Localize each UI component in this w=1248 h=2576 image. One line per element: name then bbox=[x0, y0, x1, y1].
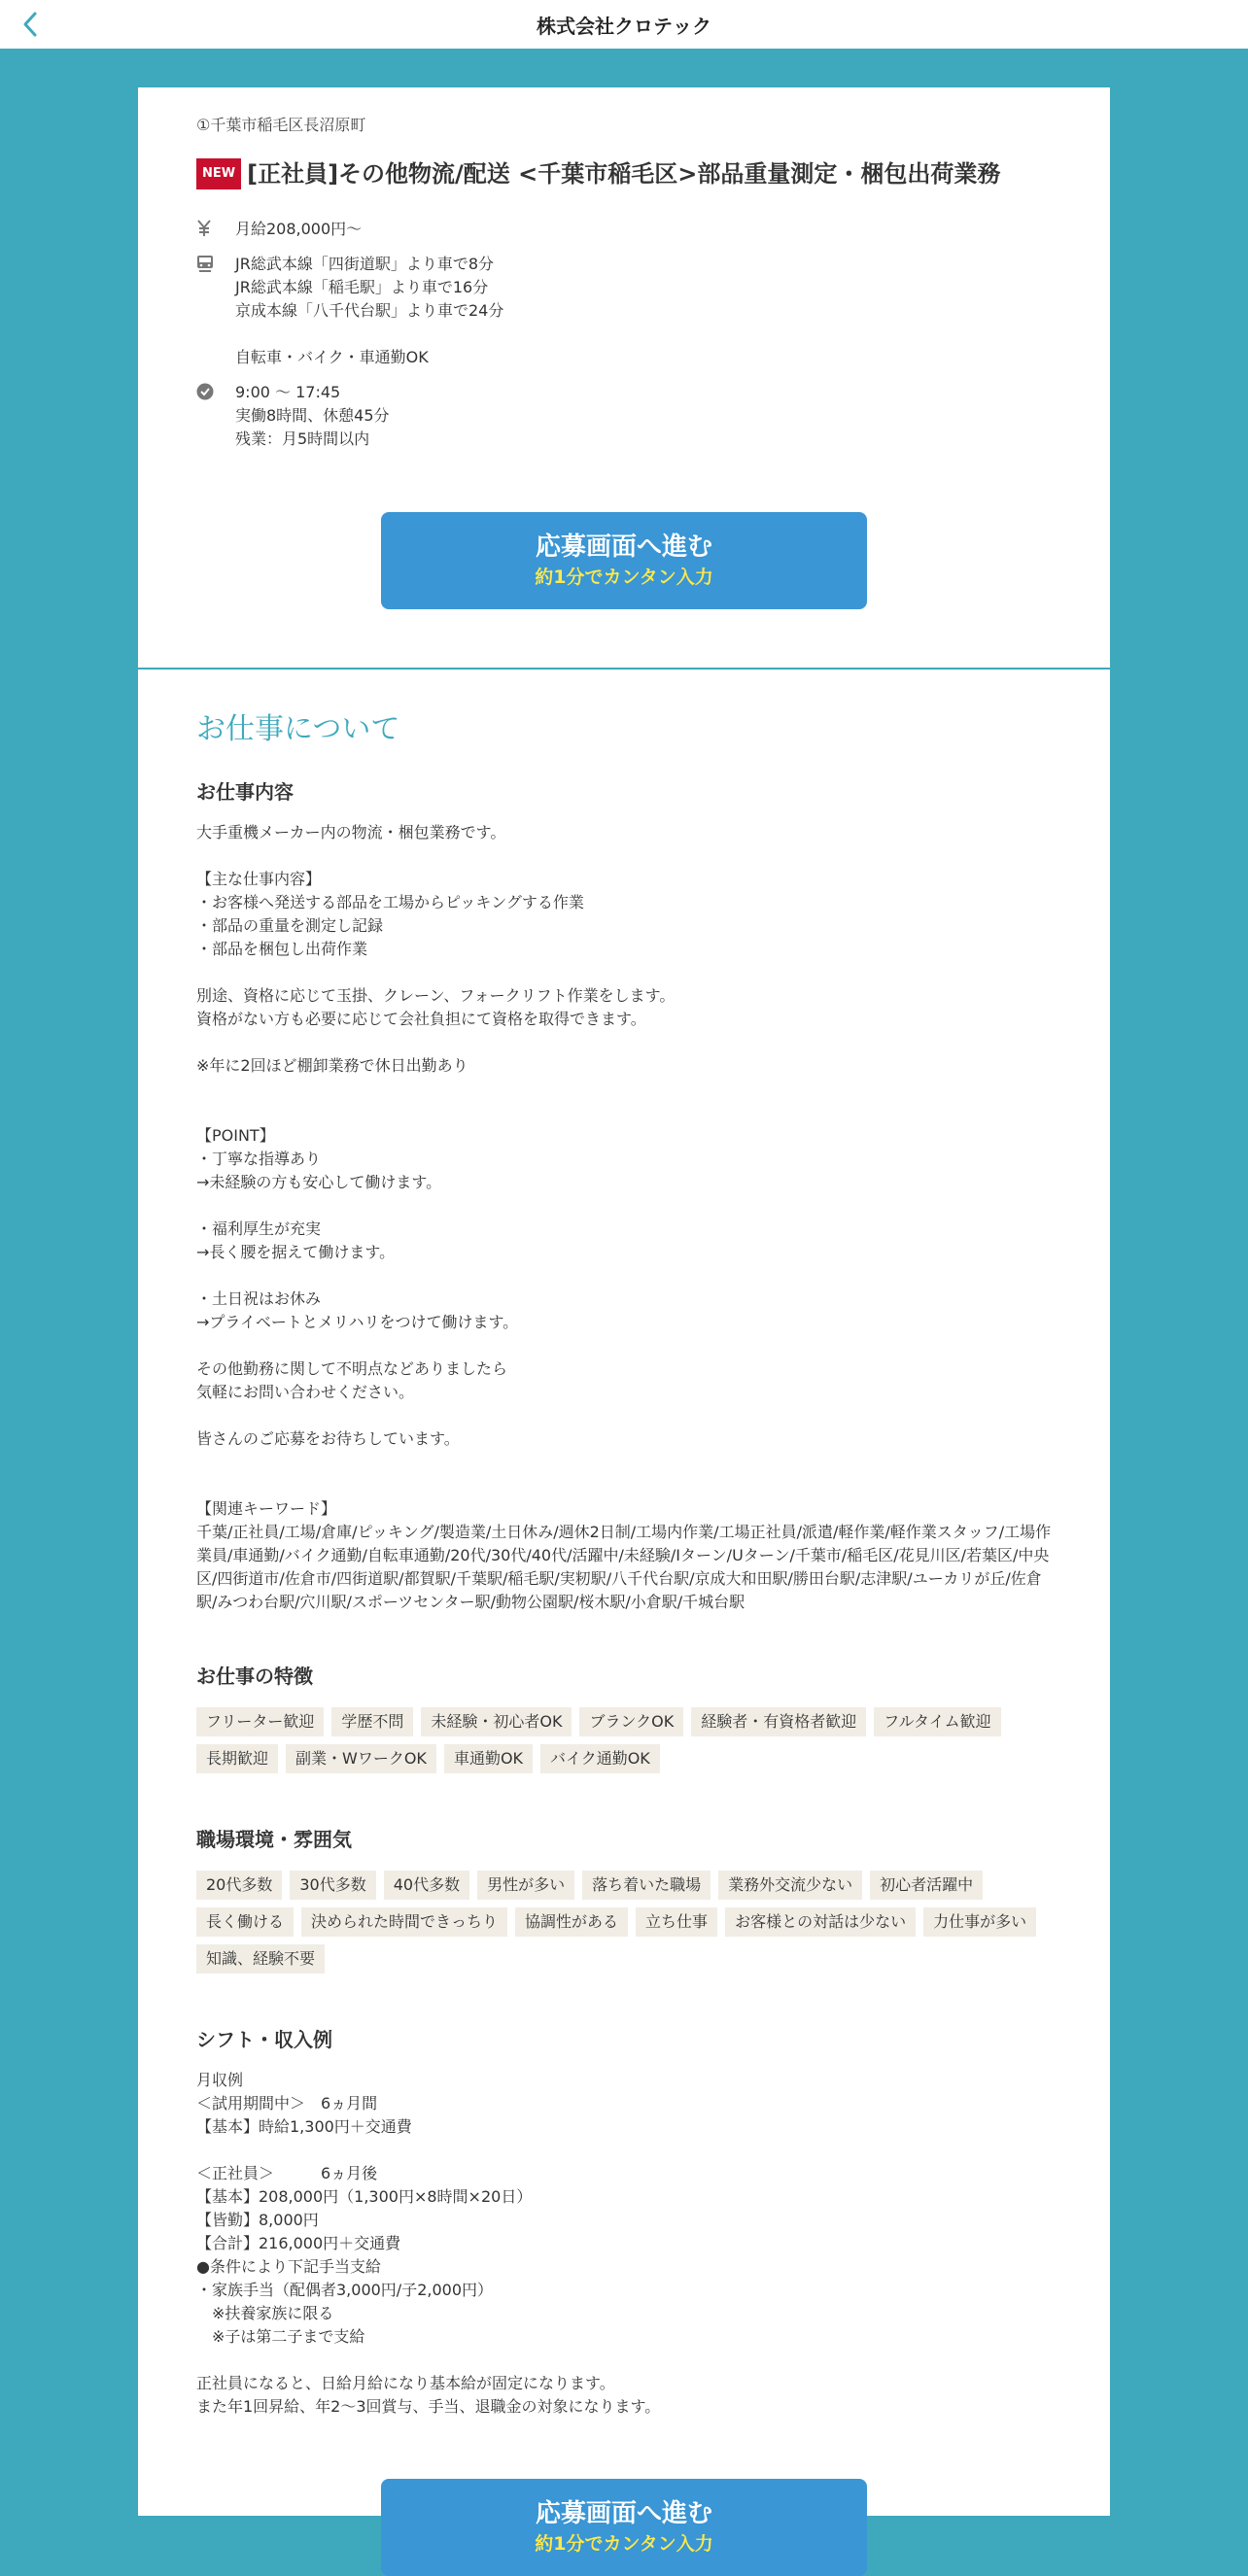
feature-tag: 長期歓迎 bbox=[196, 1744, 278, 1773]
shift-heading: シフト・収入例 bbox=[196, 2028, 332, 2051]
feature-tag: フリーター歓迎 bbox=[196, 1707, 324, 1736]
access-line-3: 京成本線「八千代台駅」より車で24分 bbox=[235, 301, 504, 320]
access-line-1: JR総武本線「四街道駅」より車で8分 bbox=[235, 255, 495, 273]
environment-tag: 40代多数 bbox=[384, 1871, 469, 1900]
environment-tag: 決められた時間できっちり bbox=[301, 1907, 507, 1937]
job-location: ①千葉市稲毛区長沼原町 bbox=[196, 116, 366, 134]
access-line-4 bbox=[235, 323, 503, 346]
job-title-row bbox=[196, 157, 1052, 190]
job-content-text: 大手重機メーカー内の物流・梱包業務です。 【主な仕事内容】 ・お客様へ発送する部品を工場からピッキングする作業 ・部品の重量を測定し記録 ・部品を梱包し出荷作業 別途、資格に応じて玉掛、クレーン、フォークリフト作業をします。 資格がない方も必要に応じて会社負担にて資格を取得できます。 ※年に2回ほど棚卸業務で休日出勤あり 【POINT】 ・丁寧な指導あり →未経験の方も安心して働けます。 ・福利厚生が充実 →長く腰を据えて働けます。 ・土日祝はお休み →プライベートとメリハリをつけて働けます。 その他勤務に関して不明点などありましたら 気軽にお問い合わせください。 皆さんのご応募をお待ちしています。 bbox=[196, 823, 676, 1448]
apply-button-bottom[interactable] bbox=[381, 2479, 867, 2576]
chevron-left-icon bbox=[20, 11, 40, 38]
job-summary-card bbox=[138, 87, 1110, 668]
feature-tag: 副業・WワークOK bbox=[286, 1744, 436, 1773]
train-icon bbox=[196, 253, 235, 369]
environment-tag: お客様との対話は少ない bbox=[725, 1907, 916, 1937]
access-line-5: 自転車・バイク・車通勤OK bbox=[235, 348, 429, 366]
environment-tag: 力仕事が多い bbox=[923, 1907, 1036, 1937]
new-badge: NEW bbox=[196, 158, 241, 189]
apply-button[interactable] bbox=[381, 512, 867, 609]
back-button[interactable] bbox=[14, 8, 47, 41]
yen-icon bbox=[196, 218, 235, 241]
environment-tag: 知識、経験不要 bbox=[196, 1944, 325, 1974]
access-line-2: JR総武本線「稲毛駅」より車で16分 bbox=[235, 278, 489, 296]
salary-text: 月給208,000円～ bbox=[235, 220, 363, 238]
feature-tag: 経験者・有資格者歓迎 bbox=[691, 1707, 866, 1736]
hours-line-1: 9:00 ～ 17:45 bbox=[235, 383, 341, 401]
job-content-heading: お仕事内容 bbox=[196, 780, 294, 804]
salary-row bbox=[196, 218, 1052, 241]
shift-text: 月収例 ＜試用期間中＞ 6ヵ月間 【基本】時給1,300円＋交通費 ＜正社員＞ 6ヵ月後 【基本】208,000円（1,300円×8時間×20日） 【皆勤】8,000円 【合計】216,000円＋交通費 ●条件により下記手当支給 ・家族手当（配偶者3,000円/子2,000円） ※扶養家族に限る ※子は第二子まで支給 正社員になると、日給月給になり基本給が固定になります。 また年1回昇給、年2～3回賞与、手当、退職金の対象になります。 bbox=[196, 2071, 661, 2416]
apply-button-label: 応募画面へ進む bbox=[535, 532, 712, 562]
access-row bbox=[196, 253, 1052, 369]
environment-tag: 30代多数 bbox=[290, 1871, 375, 1900]
environment-heading: 職場環境・雰囲気 bbox=[196, 1828, 352, 1851]
job-detail-card bbox=[138, 670, 1110, 2555]
environment-tag: 男性が多い bbox=[477, 1871, 574, 1900]
hours-row bbox=[196, 381, 1052, 451]
page-title: 株式会社クロテック bbox=[537, 14, 711, 38]
feature-tag: 未経験・初心者OK bbox=[421, 1707, 572, 1736]
keyword-text: 千葉/正社員/工場/倉庫/ピッキング/製造業/土日休み/週休2日制/工場内作業/工場正社員/派遣/軽作業/軽作業スタッフ/工場作業員/車通勤/バイク通勤/自転車通勤/20代/30代/40代/活躍中/未経験/Iターン/Uターン/千葉市/稲毛区/花見川区/若葉区/中央区/四街道市/佐倉市/四街道駅/都賀駅/千葉駅/稲毛駅/実籾駅/八千代台駅/京成大和田駅/勝田台駅/志津駅/ユーカリが丘/佐倉駅/みつわ台駅/穴川駅/スポーツセンター駅/動物公園駅/桜木駅/小倉駅/千城台駅 bbox=[196, 1523, 1052, 1611]
features-heading: お仕事の特徴 bbox=[196, 1665, 313, 1688]
apply-button-label: 応募画面へ進む bbox=[535, 2499, 712, 2528]
environment-tag: 初心者活躍中 bbox=[870, 1871, 983, 1900]
environment-tag: 長く働ける bbox=[196, 1907, 294, 1937]
environment-tags bbox=[196, 1871, 1052, 1974]
hours-line-3: 残業：月5時間以内 bbox=[235, 429, 370, 448]
feature-tag: フルタイム歓迎 bbox=[874, 1707, 1000, 1736]
feature-tag: ブランクOK bbox=[579, 1707, 683, 1736]
feature-tag: バイク通勤OK bbox=[540, 1744, 660, 1773]
features-tags bbox=[196, 1707, 1052, 1773]
environment-tag: 協調性がある bbox=[515, 1907, 628, 1937]
clock-icon bbox=[196, 381, 235, 451]
feature-tag: 車通勤OK bbox=[444, 1744, 533, 1773]
environment-tag: 立ち仕事 bbox=[636, 1907, 717, 1937]
environment-tag: 20代多数 bbox=[196, 1871, 282, 1900]
section-title-about: お仕事について bbox=[196, 712, 400, 746]
job-title: [正社員]その他物流/配送 <千葉市稲毛区>部品重量測定・梱包出荷業務 bbox=[247, 160, 1001, 188]
feature-tag: 学歴不問 bbox=[331, 1707, 413, 1736]
apply-button-sublabel: 約1分でカンタン入力 bbox=[535, 2533, 713, 2555]
environment-tag: 業務外交流少ない bbox=[718, 1871, 862, 1900]
keyword-heading: 【関連キーワード】 bbox=[196, 1499, 337, 1518]
apply-button-sublabel: 約1分でカンタン入力 bbox=[535, 567, 713, 588]
top-bar bbox=[0, 0, 1248, 49]
environment-tag: 落ち着いた職場 bbox=[582, 1871, 711, 1900]
hours-line-2: 実働8時間、休憩45分 bbox=[235, 406, 390, 425]
